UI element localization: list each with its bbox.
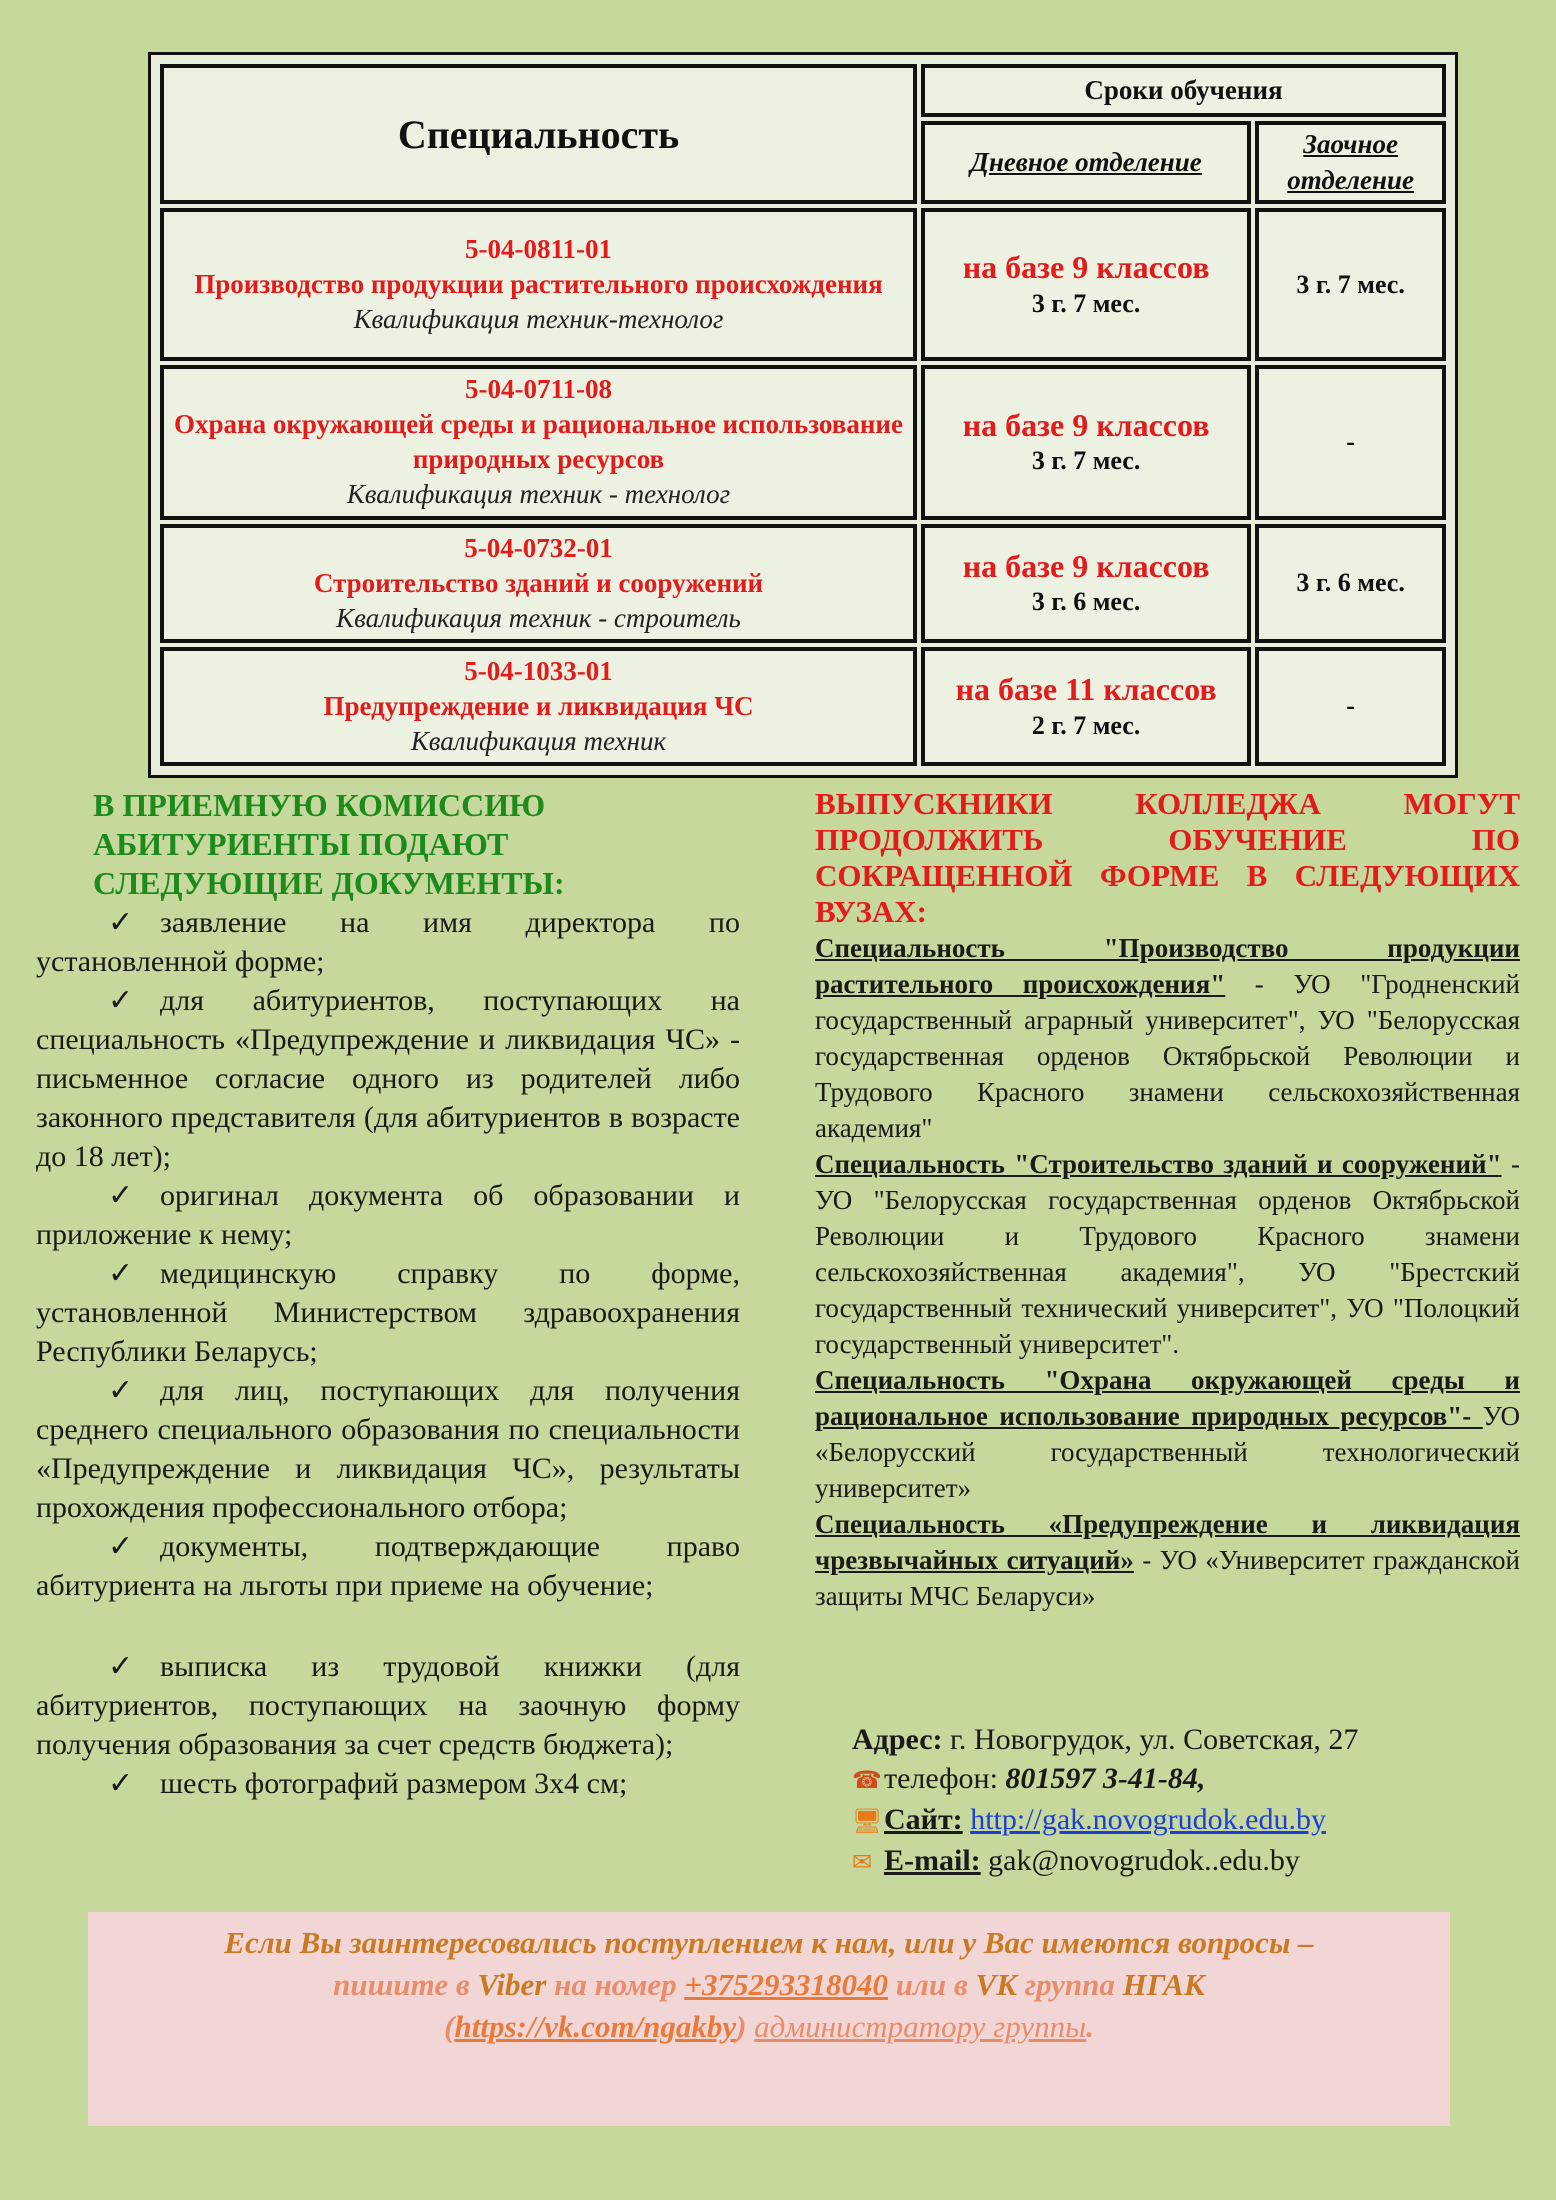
specialty-code: 5-04-0711-08	[464, 374, 612, 404]
document-item-text: выписка из трудовой книжки (для абитуриентов, поступающих на заочную форму получения образования за счет средств бюджета);	[36, 1650, 740, 1761]
documents-title-line: АБИТУРИЕНТЫ ПОДАЮТ	[93, 826, 509, 862]
document-item-text: оригинал документа об образовании и приложение к нему;	[36, 1179, 740, 1251]
site-line	[852, 1800, 1512, 1841]
day-base: на базе 11 классов	[955, 671, 1217, 708]
specialty-code: 5-04-1033-01	[464, 655, 613, 686]
spacer	[36, 1605, 740, 1647]
note-text: пишите в	[333, 1967, 478, 2002]
correspondence-cell: 3 г. 6 мес.	[1255, 524, 1446, 643]
document-item	[36, 1647, 740, 1764]
document-item-text: для лиц, поступающих для получения среднего специального образования по специальности «Предупреждение и ликвидация ЧС», результаты прохождения профессионального отбора;	[36, 1374, 740, 1524]
specialties-table	[156, 60, 1450, 770]
document-item	[36, 1254, 740, 1371]
document-item-text: медицинскую справку по форме, установленной Министерством здравоохранения Республики Беларусь;	[36, 1257, 740, 1368]
address-label: Адрес:	[852, 1723, 943, 1756]
specialty-cell	[160, 524, 917, 643]
day-duration: 3 г. 7 мес.	[1031, 288, 1141, 318]
document-item	[36, 903, 740, 981]
university-entry-text: - УО «Университет гражданской защиты МЧС Беларуси»	[815, 1545, 1520, 1611]
specialty-name: Предупреждение и ликвидация ЧС	[323, 690, 754, 721]
day-cell	[921, 208, 1251, 360]
site-label: Сайт:	[884, 1803, 963, 1836]
email-line	[852, 1841, 1512, 1882]
document-item	[36, 981, 740, 1176]
graduates-section	[815, 786, 1520, 1614]
check-icon: ✓	[108, 1256, 134, 1291]
documents-title-line: В ПРИЕМНУЮ КОМИССИЮ	[93, 787, 546, 823]
specialty-qualification: Квалификация техник - технолог	[346, 479, 731, 510]
note-line-3	[88, 2006, 1450, 2048]
specialty-code: 5-04-0732-01	[464, 532, 613, 563]
note-vk-link[interactable]: https://vk.com/ngakby	[454, 2009, 737, 2044]
specialties-table-frame	[148, 52, 1458, 778]
day-duration: 3 г. 7 мес.	[1031, 446, 1141, 476]
university-entry-label: Специальность "Производство продукции растительного происхождения"	[815, 933, 1520, 999]
address-value: г. Новогрудок, ул. Советская, 27	[942, 1723, 1359, 1756]
university-entry	[815, 1506, 1520, 1614]
specialty-cell	[160, 647, 917, 766]
university-entry	[815, 1362, 1520, 1506]
address-line	[852, 1720, 1512, 1759]
day-duration: 3 г. 6 мес.	[1031, 587, 1141, 617]
university-entry-label: Специальность «Предупреждение и ликвидация чрезвычайных ситуаций»	[815, 1509, 1520, 1575]
specialty-qualification: Квалификация техник	[410, 725, 667, 756]
day-base: на базе 9 классов	[962, 249, 1210, 286]
header-specialty: Специальность	[160, 64, 917, 204]
note-admin-link[interactable]: администратору группы	[754, 2009, 1087, 2044]
note-line-2	[88, 1964, 1450, 2006]
note-text: на номер	[546, 1967, 685, 2002]
header-correspondence: Заочное отделение	[1255, 121, 1446, 205]
specialty-cell	[160, 365, 917, 520]
document-item	[36, 1371, 740, 1527]
specialty-code: 5-04-0811-01	[464, 233, 612, 264]
header-day: Дневное отделение	[921, 121, 1251, 205]
note-text: .	[1086, 2009, 1094, 2044]
document-item-text: шесть фотографий размером 3х4 см;	[160, 1767, 628, 1800]
table-row	[160, 524, 1446, 643]
contacts-block	[852, 1720, 1512, 1882]
day-cell	[921, 365, 1251, 520]
university-entry-label: Специальность "Охрана окружающей среды и рациональное использование природных ресурсов"-	[815, 1365, 1520, 1431]
header-terms: Сроки обучения	[921, 64, 1446, 117]
specialty-qualification: Квалификация техник-технолог	[353, 304, 724, 335]
graduates-title-text: ВЫПУСКНИКИ КОЛЛЕДЖА МОГУТ ПРОДОЛЖИТЬ ОБУЧЕНИЕ ПО СОКРАЩЕННОЙ ФОРМЕ В СЛЕДУЮЩИХ	[815, 786, 1520, 893]
check-icon: ✓	[108, 1373, 134, 1408]
envelope-icon: ✉	[852, 1848, 873, 1876]
check-icon: ✓	[108, 1649, 134, 1684]
university-entry-text: УО «Белорусский государственный технологический университет»	[815, 1401, 1520, 1503]
university-entry-text: - УО "Гродненский государственный аграрный университет", УО "Белорусская государственная орденов Октябрьской Революции и Трудового Красного знамени сельскохозяйственная академия"	[815, 969, 1520, 1143]
graduates-title-last: ВУЗАХ:	[815, 894, 927, 929]
correspondence-cell: 3 г. 7 мес.	[1255, 208, 1446, 360]
specialty-cell	[160, 208, 917, 360]
contact-note-box	[88, 1912, 1450, 2126]
day-cell	[921, 647, 1251, 766]
note-text: )	[736, 2009, 755, 2044]
document-item-text: документы, подтверждающие право абитуриента на льготы при приеме на обучение;	[36, 1530, 740, 1602]
documents-section	[36, 786, 740, 1803]
document-item	[36, 1176, 740, 1254]
check-icon: ✓	[108, 905, 134, 940]
document-item-text: заявление на имя директора по установленной форме;	[36, 906, 740, 978]
note-text: или в	[888, 1967, 976, 2002]
graduates-title	[815, 786, 1520, 930]
table-row	[160, 647, 1446, 766]
document-item	[36, 1764, 740, 1803]
check-icon: ✓	[108, 1529, 134, 1564]
specialty-qualification: Квалификация техник - строитель	[336, 602, 741, 633]
day-duration: 2 г. 7 мес.	[1031, 710, 1141, 740]
specialty-name: Охрана окружающей среды и рациональное использование природных ресурсов	[174, 409, 903, 475]
monitor-icon: 🖥	[852, 1807, 883, 1835]
day-base: на базе 9 классов	[962, 407, 1210, 444]
documents-title-line: СЛЕДУЮЩИЕ ДОКУМЕНТЫ:	[93, 865, 565, 901]
table-row	[160, 208, 1446, 360]
university-entry-label: Специальность "Строительство зданий и сооружений"	[815, 1149, 1502, 1179]
university-entry	[815, 1146, 1520, 1362]
specialty-name: Производство продукции растительного происхождения	[194, 269, 883, 299]
document-item	[36, 1527, 740, 1605]
note-text: (	[444, 2009, 455, 2044]
phone-label: телефон:	[884, 1762, 1006, 1795]
check-icon: ✓	[108, 1178, 134, 1213]
day-cell	[921, 524, 1251, 643]
correspondence-cell: -	[1255, 365, 1446, 520]
university-entry-text: - УО "Белорусская государственная орденов Октябрьской Революции и Трудового Красного знамени сельскохозяйственная академия", УО "Брестский государственный технический университет", УО "Полоцкий государственный университет".	[815, 1149, 1520, 1359]
note-line-1: Если Вы заинтересовались поступлением к нам, или у Вас имеются вопросы –	[224, 1925, 1314, 1960]
note-viber: Viber	[477, 1967, 547, 2002]
note-vk: VK	[975, 1967, 1017, 2002]
email-value[interactable]: gak@novogrudok..edu.by	[988, 1844, 1300, 1877]
site-link[interactable]: http://gak.novogrudok.edu.by	[970, 1803, 1326, 1836]
email-label: E-mail:	[884, 1844, 981, 1877]
correspondence-cell: -	[1255, 647, 1446, 766]
note-text: группа	[1016, 1967, 1123, 2002]
day-base: на базе 9 классов	[962, 548, 1210, 585]
university-entry	[815, 930, 1520, 1146]
phone-icon: ☎	[852, 1766, 882, 1794]
document-item-text: для абитуриентов, поступающих на специальность «Предупреждение и ликвидация ЧС» - письменное согласие одного из родителей либо законного представителя (для абитуриентов в возрасте до 18 лет);	[36, 984, 740, 1173]
table-row	[160, 365, 1446, 520]
phone-number[interactable]: 801597 3-41-84,	[1005, 1762, 1206, 1795]
phone-line	[852, 1759, 1512, 1800]
check-icon: ✓	[108, 983, 134, 1018]
specialty-name: Строительство зданий и сооружений	[313, 567, 764, 598]
note-group: НГАК	[1122, 1967, 1205, 2002]
check-icon: ✓	[108, 1766, 134, 1801]
note-phone-link[interactable]: +375293318040	[684, 1967, 889, 2002]
